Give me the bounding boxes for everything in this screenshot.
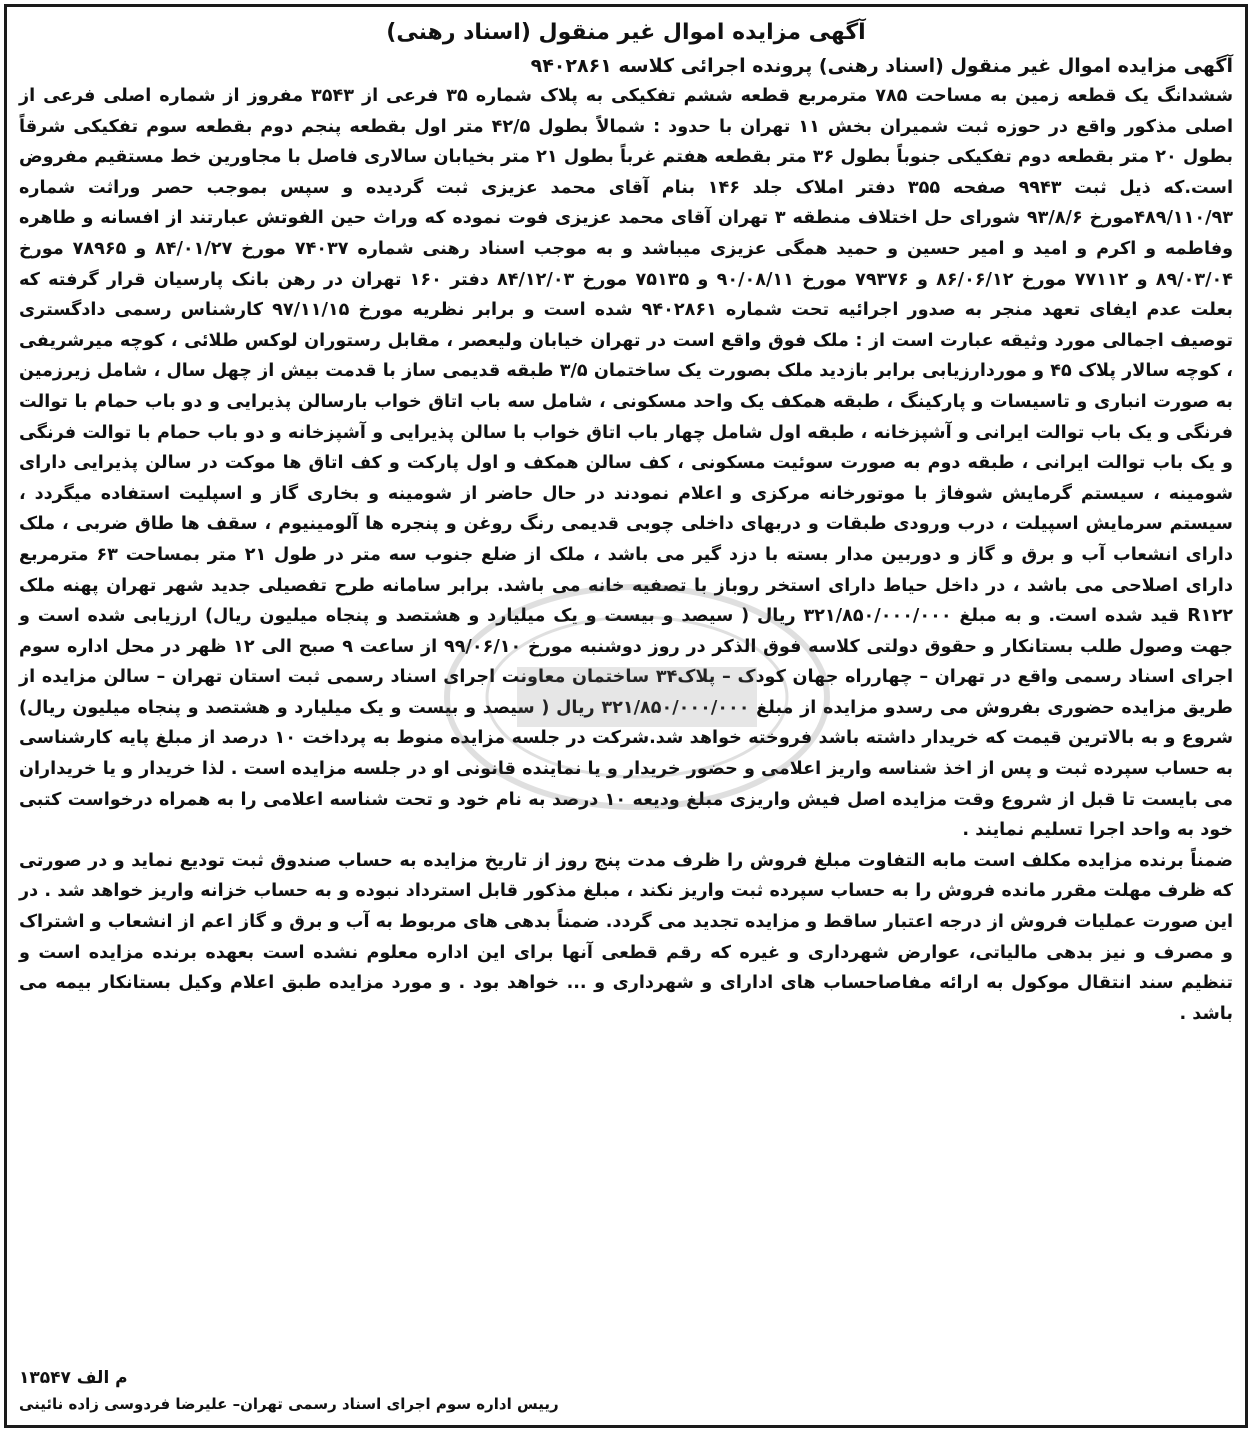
notice-file-line: آگهی مزایده اموال غیر منقول (اسناد رهنی) پرونده اجرائی کلاسه ۹۴۰۲۸۶۱ [530,55,1233,77]
notice-title: آگهی مزایده اموال غیر منقول (اسناد رهنی) [386,20,866,45]
notice-footer [19,1368,1233,1415]
notice-frame [4,4,1248,1428]
notice-paragraph-2: ضمناً برنده مزایده مکلف است مابه التفاوت مبلغ فروش را ظرف مدت پنج روز از تاریخ مزایده به حساب صندوق ثبت تودیع نماید و در صورتی که ظرف مهلت مقرر مانده فروش را به حساب سپرده ثبت واریز نکند ، مبلغ مذکور قابل استرداد نبوده و به حساب خزانه واریز خواهد شد . در این صورت عملیات فروش از درجه اعتبار ساقط و مزایده تجدید می گردد. ضمناً بدهی های مربوط به آب و برق و گاز اعم از انشعاب و اشتراک و مصرف و نیز بدهی مالیاتی، عوارض شهرداری و غیره که رقم قطعی آنها برای این اداره معلوم نشده است بعهده برنده مزایده است و تنظیم سند انتقال موکول به ارائه مفاصاحساب های ادارای و شهرداری و ... خواهد بود . و مورد مزایده طبق اعلام وکیل بستانکار بیمه می باشد . [19,850,1233,1024]
notice-signer: رییس اداره سوم اجرای اسناد رسمی تهران– علیرضا فردوسی زاده نائینی [19,1395,559,1413]
notice-reference: م الف ۱۳۵۴۷ [19,1368,128,1388]
notice-body [7,81,1245,1029]
notice-paragraph-1: ششدانگ یک قطعه زمین به مساحت ۷۸۵ مترمربع قطعه ششم تفکیکی به پلاک شماره ۳۵ فرعی از ۳۵۴۳ مفروز از شماره اصلی فرعی از اصلی مذکور واقع در حوزه ثبت شمیران بخش ۱۱ تهران با حدود : شمالاً بطول ۴۲/۵ متر اول بقطعه پنجم دوم بقطعه سوم تفکیکی شرقاً بطول ۲۰ متر بقطعه دوم تفکیکی جنوباً بطول ۳۶ متر بقطعه هفتم غرباً بطول ۲۱ متر بخیابان سالاری فاصل با مجاورین خط مستقیم مفروض است.که ذیل ثبت ۹۹۴۳ صفحه ۳۵۵ دفتر املاک جلد ۱۴۶ بنام آقای محمد عزیزی ثبت گردیده و سپس بموجب حصر وراثت شماره ۴۸۹/۱۱۰/۹۳مورخ ۹۳/۸/۶ شورای حل اختلاف منطقه ۳ تهران آقای محمد عزیزی فوت نموده که وراث حین الفوتش عبارتند از افسانه و طاهره وفاطمه و اکرم و امید و امیر حسین و حمید همگی عزیزی میباشد و به موجب اسناد رهنی شماره ۷۴۰۳۷ مورخ ۸۴/۰۱/۲۷ و ۷۸۹۶۵ مورخ ۸۹/۰۳/۰۴ و ۷۷۱۱۲ مورخ ۸۶/۰۶/۱۲ و ۷۹۳۷۶ مورخ ۹۰/۰۸/۱۱ و ۷۵۱۳۵ مورخ ۸۴/۱۲/۰۳ دفتر ۱۶۰ تهران در رهن بانک پارسیان قرار گرفته که بعلت عدم ایفای تعهد منجر به صدور اجرائیه تحت شماره ۹۴۰۲۸۶۱ شده است و برابر نظریه مورخ ۹۷/۱۱/۱۵ کارشناس رسمی دادگستری توصیف اجمالی مورد وثیقه عبارت است از : ملک فوق واقع است در تهران خیابان ولیعصر ، مقابل رستوران لوکس طلائی ، کوچه میرشریفی ، کوچه سالار پلاک ۴۵ و موردارزیابی برابر بازدید ملک بصورت یک ساختمان ۳/۵ طبقه قدیمی ساز با قدمت بیش از چهل سال ، شامل زیرزمین به صورت انباری و تاسیسات و پارکینگ ، طبقه همکف یک واحد مسکونی ، شامل سه باب اتاق خواب بارسالن پذیرایی و دو باب حمام با توالت فرنگی و یک باب توالت ایرانی و آشپزخانه ، طبقه اول شامل چهار باب اتاق خواب با سالن پذیرایی و آشپزخانه و دو باب حمام با توالت فرنگی و یک باب توالت ایرانی ، طبقه دوم به صورت سوئیت مسکونی ، کف سالن همکف و اول پارکت و کف اتاق ها موکت در سالن پذیرایی دارای شومینه ، سیستم گرمایش شوفاژ با موتورخانه مرکزی و اعلام نمودند در حال حاضر از شومینه و بخاری گاز و اسپلیت استفاده میگردد ، سیستم سرمایش اسپیلت ، درب ورودی طبقات و دربهای داخلی چوبی قدیمی رنگ روغن و پنجره ها آلومینیوم ، سقف ها طاق ضربی ، ملک دارای انشعاب آب و برق و گاز و دوربین مدار بسته با دزد گیر می باشد ، ملک از ضلع جنوب سه متر در طول ۲۱ متر بمساحت ۶۳ مترمربع دارای اصلاحی می باشد ، در داخل حیاط دارای استخر روباز با تصفیه خانه می باشد. برابر سامانه طرح تفصیلی جدید شهر تهران پهنه ملک R۱۲۲ قید شده است. و به مبلغ ۳۲۱/۸۵۰/۰۰۰/۰۰۰ ریال ( سیصد و بیست و یک میلیارد و هشتصد و پنجاه میلیون ریال) ارزیابی شده است و جهت وصول طلب بستانکار و حقوق دولتی کلاسه فوق الذکر در روز دوشنبه مورخ ۹۹/۰۶/۱۰ از ساعت ۹ صبح الی ۱۲ ظهر در محل اداره سوم اجرای اسناد رسمی واقع در تهران – چهارراه جهان کودک – پلاک۳۴ ساختمان معاونت اجرای اسناد رسمی ثبت استان تهران – سالن مزایده از طریق مزایده حضوری بفروش می رسدو مزایده از مبلغ ۳۲۱/۸۵۰/۰۰۰/۰۰۰ ریال ( سیصد و بیست و یک میلیارد و هشتصد و پنجاه میلیون ریال) شروع و به بالاترین قیمت که خریدار داشته باشد فروخته خواهد شد.شرکت در جلسه مزایده منوط به پرداخت ۱۰ درصد از مبلغ پایه کارشناسی به حساب سپرده ثبت و پس از اخذ شناسه واریز اعلامی و حضور خریدار و یا نماینده قانونی او در جلسه مزایده است . لذا خریدار و یا خریداران می بایست تا قبل از شروع وقت مزایده اصل فیش واریزی مبلغ ودیعه ۱۰ درصد به نام خود و تحت شناسه اعلامی را به همراه درخواست کتبی خود به واحد اجرا تسلیم نمایند . [19,86,1234,841]
